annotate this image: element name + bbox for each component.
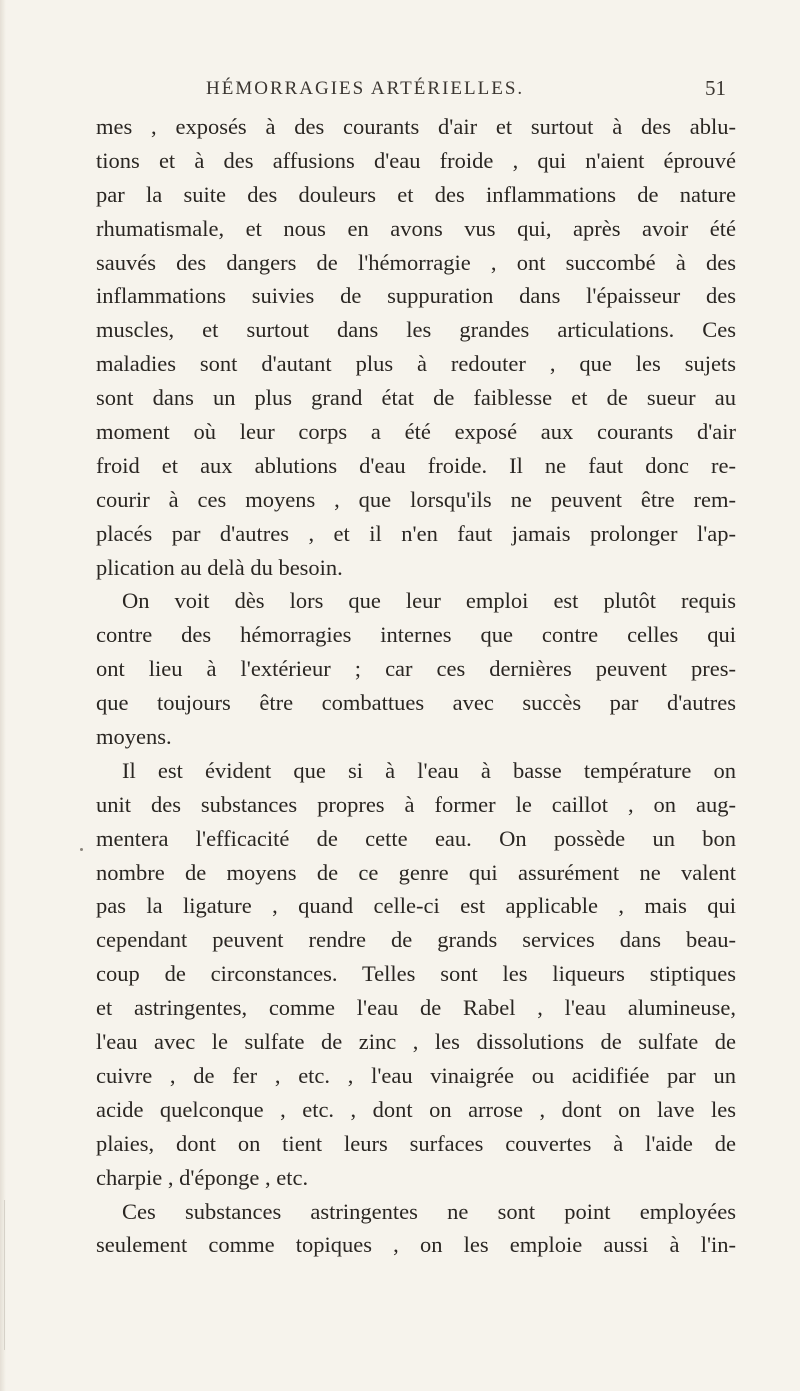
text-line: mes , exposés à des courants d'air et surtout à des ablu-	[96, 114, 736, 139]
running-title: HÉMORRAGIES ARTÉRIELLES.	[206, 78, 525, 99]
text-line: cependant peuvent rendre de grands services dans beau-	[96, 927, 736, 953]
text-line: que toujours être combattues avec succès par d'autres	[96, 690, 736, 716]
text-line: par la suite des douleurs et des inflammations de nature	[96, 181, 736, 207]
text-line: mentera l'efficacité de cette eau. On possède un bon	[96, 825, 736, 851]
text-line: placés par d'autres , et il n'en faut jamais prolonger l'ap-	[96, 520, 736, 546]
text-line: plaies, dont on tient leurs surfaces couvertes à l'aide de	[96, 1130, 736, 1156]
text-line: inflammations suivies de suppuration dans l'épaisseur des	[96, 283, 736, 309]
text-line: contre des hémorragies internes que contre celles qui	[96, 622, 736, 648]
page-number: 51	[705, 76, 726, 100]
text-line-paragraph-start: On voit dès lors que leur emploi est plutôt requis	[122, 588, 736, 614]
text-line: rhumatismale, et nous en avons vus qui, après avoir été	[96, 215, 736, 241]
text-line: courir à ces moyens , que lorsqu'ils ne peuvent être rem-	[96, 486, 736, 512]
text-line: et astringentes, comme l'eau de Rabel , l'eau alumineuse,	[96, 995, 736, 1021]
text-line: l'eau avec le sulfate de zinc , les dissolutions de sulfate de	[96, 1029, 736, 1055]
text-line: sauvés des dangers de l'hémorragie , ont succombé à des	[96, 249, 736, 275]
text-line: coup de circonstances. Telles sont les liqueurs stiptiques	[96, 961, 736, 987]
text-line: seulement comme topiques , on les emploie aussi à l'in-	[96, 1232, 736, 1258]
margin-speck	[80, 848, 83, 851]
text-line: moment où leur corps a été exposé aux courants d'air	[96, 419, 736, 445]
text-line: unit des substances propres à former le caillot , on aug-	[96, 791, 736, 817]
text-line: nombre de moyens de ce genre qui assurément ne valent	[96, 859, 736, 885]
text-line-paragraph-end: charpie , d'éponge , etc.	[96, 1164, 309, 1190]
text-line: froid et aux ablutions d'eau froide. Il ne faut donc re-	[96, 452, 736, 478]
body-text	[96, 110, 736, 1262]
text-line-paragraph-start: Il est évident que si à l'eau à basse température on	[122, 757, 736, 783]
text-line: ont lieu à l'extérieur ; car ces dernières peuvent pres-	[96, 656, 736, 682]
text-line-paragraph-end: plication au delà du besoin.	[96, 554, 343, 580]
text-line: acide quelconque , etc. , dont on arrose , dont on lave les	[96, 1096, 736, 1122]
text-line: tions et à des affusions d'eau froide , qui n'aient éprouvé	[96, 147, 736, 173]
text-line: sont dans un plus grand état de faiblesse et de sueur au	[96, 385, 736, 411]
text-line: muscles, et surtout dans les grandes articulations. Ces	[96, 317, 736, 343]
page-edge-shadow	[0, 0, 6, 1391]
text-line-paragraph-start: Ces substances astringentes ne sont point employées	[122, 1198, 736, 1224]
text-line: maladies sont d'autant plus à redouter , que les sujets	[96, 351, 736, 377]
text-line: pas la ligature , quand celle-ci est applicable , mais qui	[96, 893, 736, 919]
text-line-paragraph-end: moyens.	[96, 724, 172, 750]
text-line: cuivre , de fer , etc. , l'eau vinaigrée ou acidifiée par un	[96, 1062, 736, 1088]
running-head	[0, 78, 800, 108]
page-edge-line	[4, 1200, 5, 1350]
